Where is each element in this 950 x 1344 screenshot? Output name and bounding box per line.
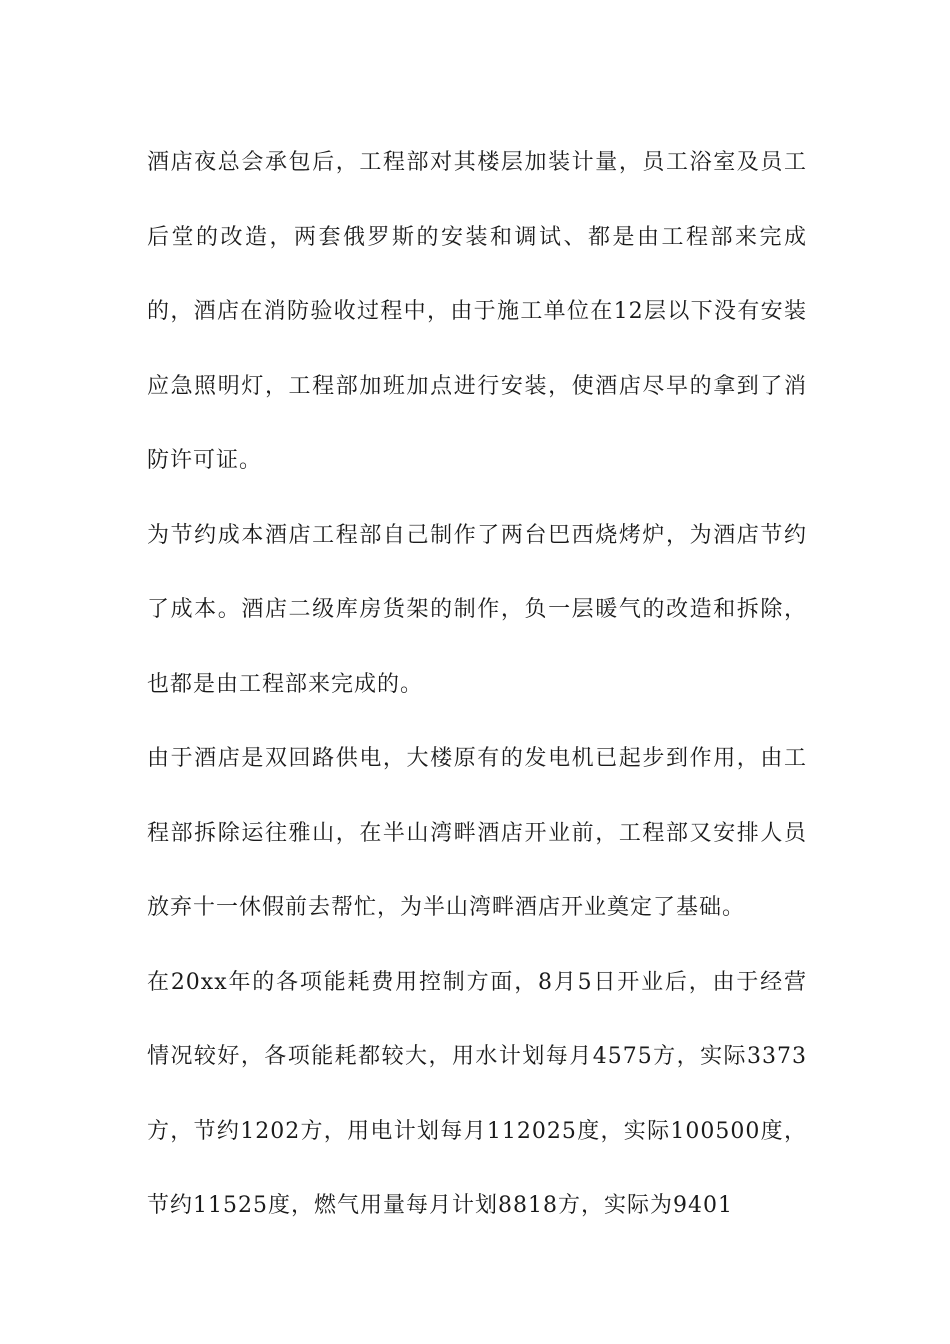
document-body bbox=[147, 126, 807, 1244]
paragraph-hotel-nightclub-renovation: 酒店夜总会承包后，工程部对其楼层加装计量，员工浴室及员工后堂的改造，两套俄罗斯的安装和调试、都是由工程部来完成的，酒店在消防验收过程中，由于施工单位在12层以下没有安装应急照明灯，工程部加班加点进行安装，使酒店尽早的拿到了消防许可证。 bbox=[147, 150, 807, 473]
paragraph-generator-relocation: 由于酒店是双回路供电，大楼原有的发电机已起步到作用，由工程部拆除运往雅山，在半山湾畔酒店开业前，工程部又安排人员放弃十一休假前去帮忙，为半山湾畔酒店开业奠定了基础。 bbox=[147, 746, 807, 920]
paragraph-energy-cost-control: 在20xx年的各项能耗费用控制方面，8月5日开业后，由于经营情况较好，各项能耗都较大，用水计划每月4575方，实际3373方，节约1202方，用电计划每月112025度，实际100500度，节约11525度，燃气用量每月计划8818方，实际为9401 bbox=[147, 969, 807, 1218]
paragraph-cost-saving-barbecue-oven: 为节约成本酒店工程部自己制作了两台巴西烧烤炉，为酒店节约了成本。酒店二级库房货架的制作，负一层暖气的改造和拆除，也都是由工程部来完成的。 bbox=[147, 522, 807, 697]
